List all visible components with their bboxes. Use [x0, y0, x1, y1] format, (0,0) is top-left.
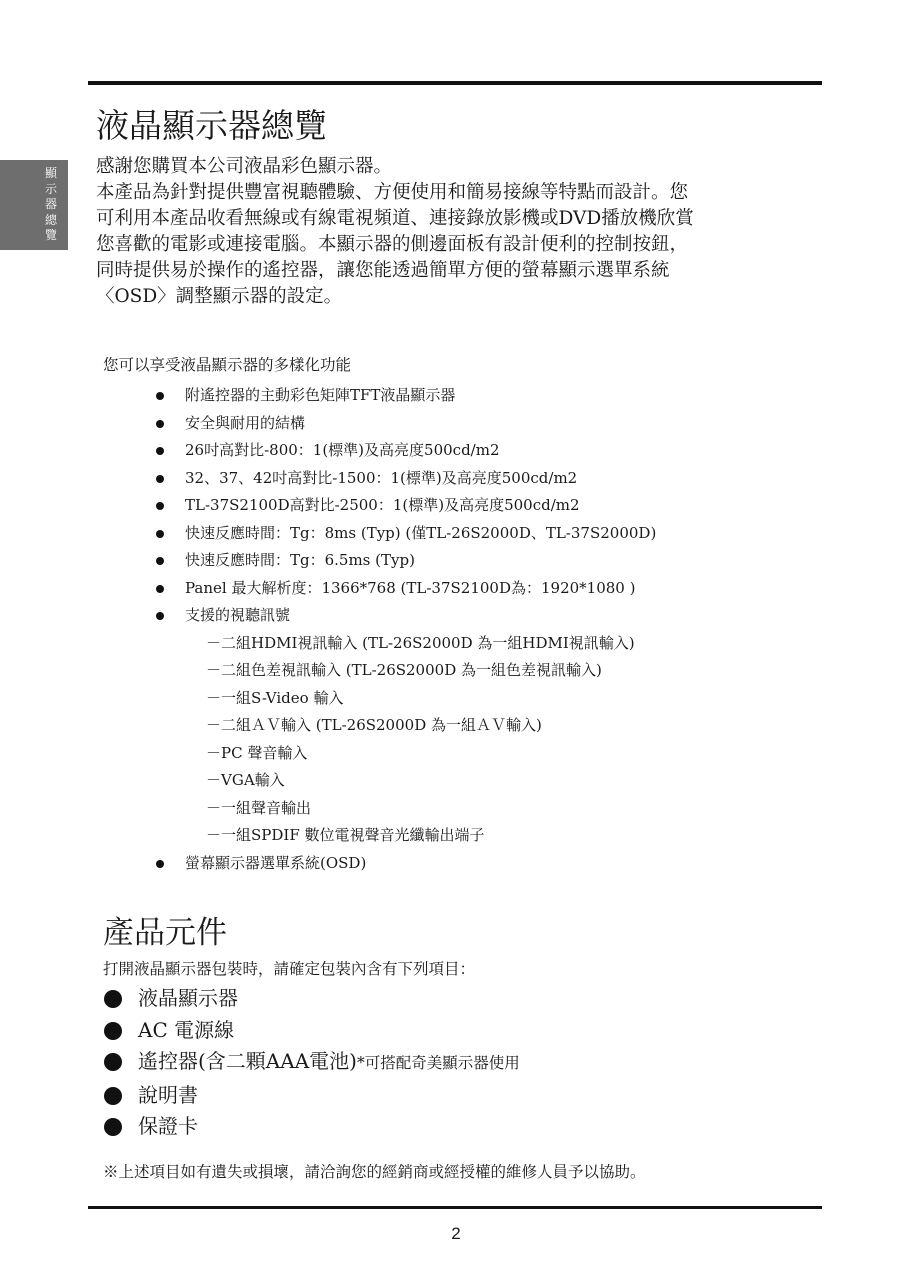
section-side-tab — [0, 160, 68, 250]
intro-line: 感謝您購買本公司液晶彩色顯示器。 — [96, 156, 393, 177]
component-item — [104, 983, 520, 1015]
feature-text: 附遙控器的主動彩色矩陣TFT液晶顯示器 — [185, 386, 456, 404]
feature-text: TL-37S2100D高對比-2500：1(標準)及高亮度500cd/m2 — [185, 496, 580, 514]
component-item — [104, 1046, 520, 1080]
bullet-icon — [104, 1022, 122, 1040]
feature-text: 支援的視聽訊號 — [185, 606, 291, 624]
component-item — [104, 1080, 520, 1112]
side-tab-label: 顯示器總覽 — [44, 166, 57, 242]
component-text: 說明書 — [138, 1082, 198, 1107]
signal-item: －一組SPDIF 數位電視聲音光纖輸出端子 — [206, 826, 485, 844]
intro-line: 同時提供易於操作的遙控器，讓您能透過簡單方便的螢幕顯示選單系統 — [96, 260, 670, 281]
signal-item: －一組S-Video 輸入 — [206, 688, 344, 707]
page-number: 2 — [451, 1224, 461, 1243]
feature-text: 安全與耐用的結構 — [185, 413, 306, 432]
intro-paragraph — [96, 154, 816, 310]
feature-item — [155, 437, 815, 465]
feature-text: 26吋高對比-800：1(標準)及高亮度500cd/m2 — [185, 441, 500, 459]
components-intro: 打開液晶顯示器包裝時，請確定包裝內含有下列項目： — [103, 960, 476, 978]
components-title: 產品元件 — [103, 915, 227, 951]
intro-line: 本產品為針對提供豐富視聽體驗、方便使用和簡易接線等特點而設計。您 — [96, 182, 689, 203]
component-text: 遙控器(含二顆AAA電池) — [138, 1049, 357, 1073]
component-text: 液晶顯示器 — [138, 986, 238, 1010]
bullet-icon — [156, 392, 164, 400]
signal-item: －VGA輸入 — [206, 771, 285, 789]
feature-text: 螢幕顯示器選單系統(OSD) — [185, 853, 367, 872]
intro-line: 〈OSD〉調整顯示器的設定。 — [96, 286, 343, 307]
bullet-icon — [104, 990, 122, 1008]
bullet-icon — [104, 1087, 122, 1105]
bottom-rule — [88, 1206, 822, 1209]
feature-text: Panel 最大解析度：1366*768 (TL-37S2100D為：1920*1080 ) — [185, 578, 636, 597]
signal-item: －二組色差視訊輸入 (TL-26S2000D 為一組色差視訊輸入) — [206, 661, 602, 679]
signal-item: －一組聲音輸出 — [206, 798, 312, 817]
feature-item — [155, 465, 815, 493]
feature-item — [155, 410, 815, 438]
bullet-icon — [156, 860, 164, 868]
bullet-icon — [156, 557, 164, 565]
feature-item — [155, 492, 815, 520]
features-heading: 您可以享受液晶顯示器的多樣化功能 — [103, 356, 352, 374]
feature-item — [155, 520, 815, 548]
bullet-icon — [156, 420, 164, 428]
signal-item: －PC 聲音輸入 — [206, 743, 308, 762]
top-rule — [88, 81, 822, 85]
components-list — [104, 983, 520, 1143]
feature-text: 快速反應時間：Tg：8ms (Typ) (僅TL-26S2000D、TL-37S2000D) — [185, 523, 657, 542]
bullet-icon — [104, 1118, 122, 1136]
feature-item — [155, 575, 815, 603]
feature-text: 32、37、42吋高對比-1500：1(標準)及高亮度500cd/m2 — [185, 468, 578, 487]
feature-item — [155, 602, 815, 850]
intro-line: 可利用本產品收看無線或有線電視頻道、連接錄放影機或DVD播放機欣賞 — [96, 208, 694, 229]
component-item — [104, 1015, 520, 1047]
page-title: 液晶顯示器總覽 — [96, 106, 327, 145]
feature-item — [155, 850, 815, 878]
feature-item — [155, 547, 815, 575]
component-text: AC 電源線 — [138, 1017, 235, 1042]
intro-line: 您喜歡的電影或連接電腦。本顯示器的側邊面板有設計便利的控制按鈕， — [96, 234, 689, 255]
bullet-icon — [156, 612, 164, 620]
component-item — [104, 1111, 520, 1143]
signal-list — [185, 630, 815, 850]
component-text: 保證卡 — [138, 1114, 198, 1138]
signal-item: －二組ＡＶ輸入 (TL-26S2000D 為一組ＡＶ輸入) — [206, 716, 542, 734]
feature-text: 快速反應時間：Tg：6.5ms (Typ) — [185, 551, 415, 569]
features-list — [155, 382, 815, 877]
bullet-icon — [156, 530, 164, 538]
bullet-icon — [156, 502, 164, 510]
bullet-icon — [156, 447, 164, 455]
bullet-icon — [104, 1053, 122, 1071]
bullet-icon — [156, 585, 164, 593]
signal-item: －二組HDMI視訊輸入 (TL-26S2000D 為一組HDMI視訊輸入) — [206, 633, 635, 652]
feature-item — [155, 382, 815, 410]
footnote: ※上述項目如有遺失或損壞，請洽詢您的經銷商或經授權的維修人員予以協助。 — [103, 1163, 646, 1181]
bullet-icon — [156, 475, 164, 483]
remote-note: *可搭配奇美顯示器使用 — [356, 1054, 520, 1072]
